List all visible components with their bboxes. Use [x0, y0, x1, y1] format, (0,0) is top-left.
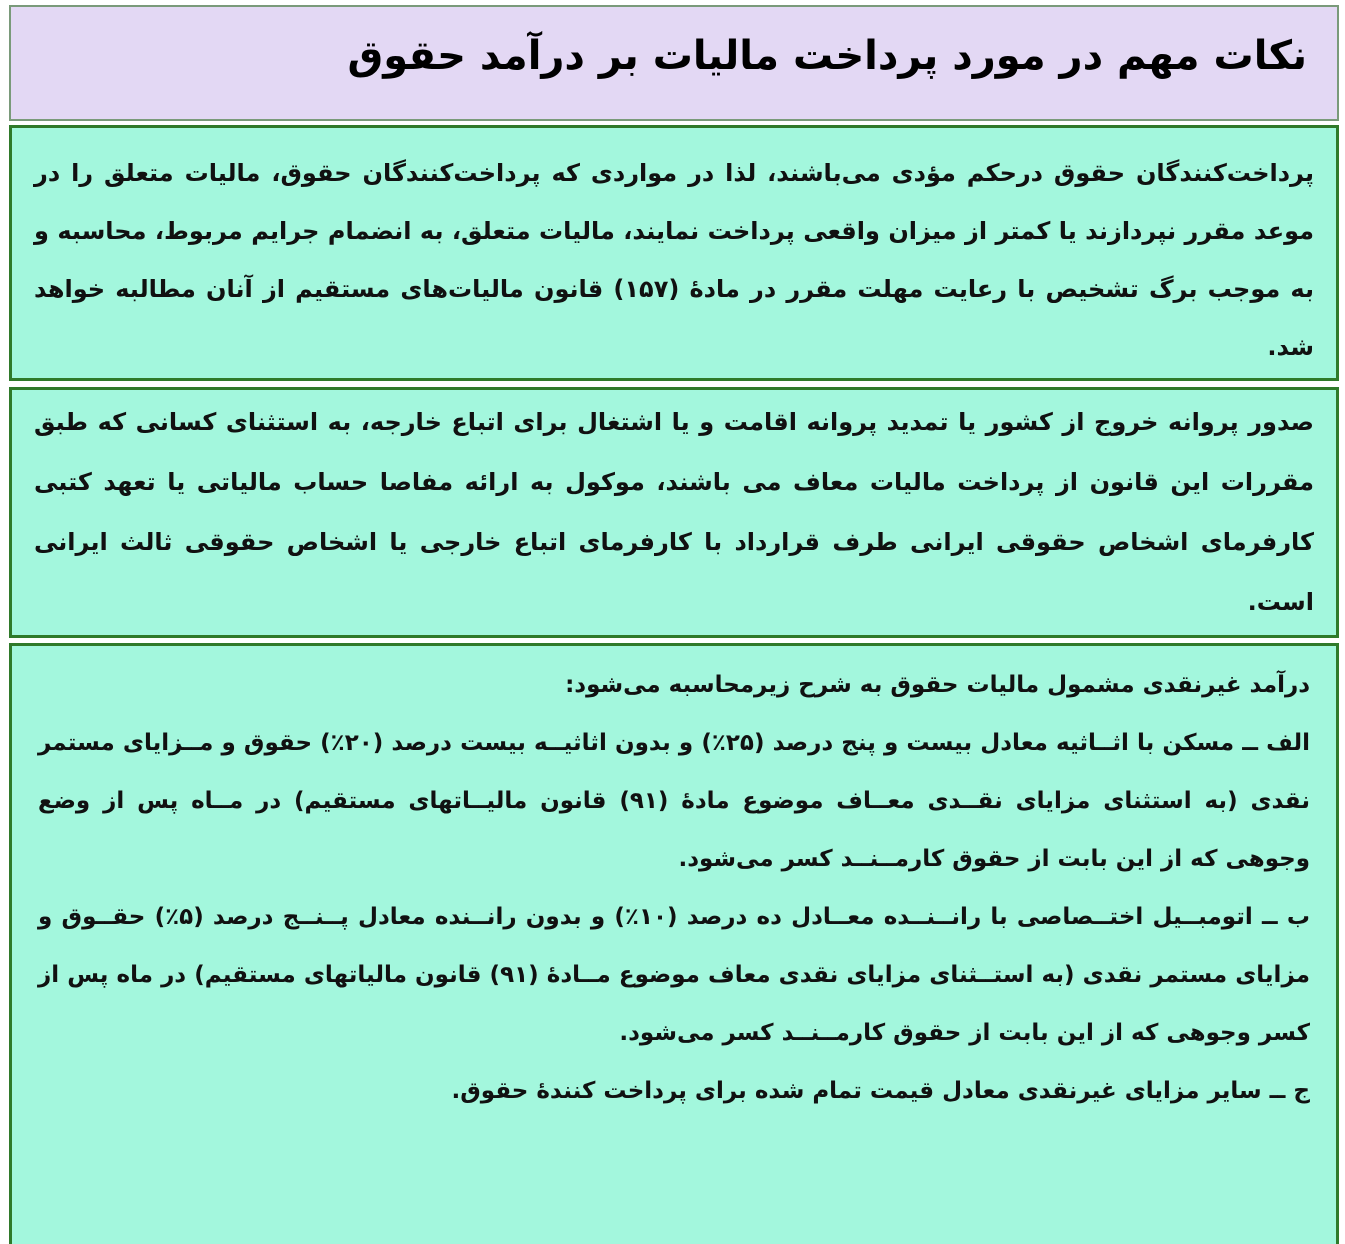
non-cash-intro: درآمد غیرنقدی مشمول مالیات حقوق به شرح زیرمحاسبه می‌شود:	[565, 672, 1310, 698]
note-text-payer-liability: پرداخت‌کنندگان حقوق درحکم مؤدی می‌باشند، لذا در مواردی که پرداخت‌کنندگان حقوق، مالیات متعلق را در موعد مقرر نپردازند یا کمتر از میزان واقعی پرداخت نمایند، مالیات متعلق، به انضمام جرایم مربوط، محاسبه و به موجب برگ تشخیص با رعایت مهلت مقرر در مادۀ (۱۵۷) قانون مالیات‌های مستقیم از آنان مطالبه خواهد شد.	[34, 159, 1315, 361]
page-title: نکات مهم در مورد پرداخت مالیات بر درآمد حقوق	[347, 33, 1307, 79]
note-panel-non-cash-income	[9, 643, 1339, 1244]
note-panel-payer-liability	[9, 125, 1339, 381]
non-cash-item-housing: الف ــ مسکن با اثــاثیه معادل بیست و پنج درصد (۲۵٪) و بدون اثاثیــه بیست درصد (۲۰٪) حقوق و مــزایای مستمر نقدی (به استثنای مزایای نقــدی معــاف موضوع مادۀ (۹۱) قانون مالیــاتهای مستقیم) در مــاه پس از وضع وجوهی که از این بابت از حقوق کارمــنــد کسر می‌شود.	[38, 730, 1310, 872]
title-banner	[9, 5, 1339, 121]
non-cash-item-car: ب ــ اتومبــیل اختــصاصی با رانــنــده معــادل ده درصد (۱۰٪) و بدون رانــنده معادل پــنــج درصد (۵٪) حقــوق و مزایای مستمر نقدی (به استــثنای مزایای نقدی معاف موضوع مــادۀ (۹۱) قانون مالیاتهای مستقیم) در ماه پس از کسر وجوهی که از این بابت از حقوق کارمــنــد کسر می‌شود.	[38, 904, 1311, 1046]
note-panel-foreign-nationals	[9, 387, 1339, 638]
non-cash-item-other: ج ــ سایر مزایای غیرنقدی معادل قیمت تمام شده برای پرداخت کنندۀ حقوق.	[451, 1078, 1310, 1104]
note-text-foreign-nationals: صدور پروانه خروج از کشور یا تمدید پروانه اقامت و یا اشتغال برای اتباع خارجه، به استثنای کسانی که طبق مقررات این قانون از پرداخت مالیات معاف می باشند، موکول به ارائه مفاصا حساب مالیاتی یا تعهد کتبی کارفرمای اشخاص حقوقی ایرانی طرف قرارداد با کارفرمای اتباع خارجی یا اشخاص حقوقی ثالث ایرانی است.	[34, 408, 1314, 616]
